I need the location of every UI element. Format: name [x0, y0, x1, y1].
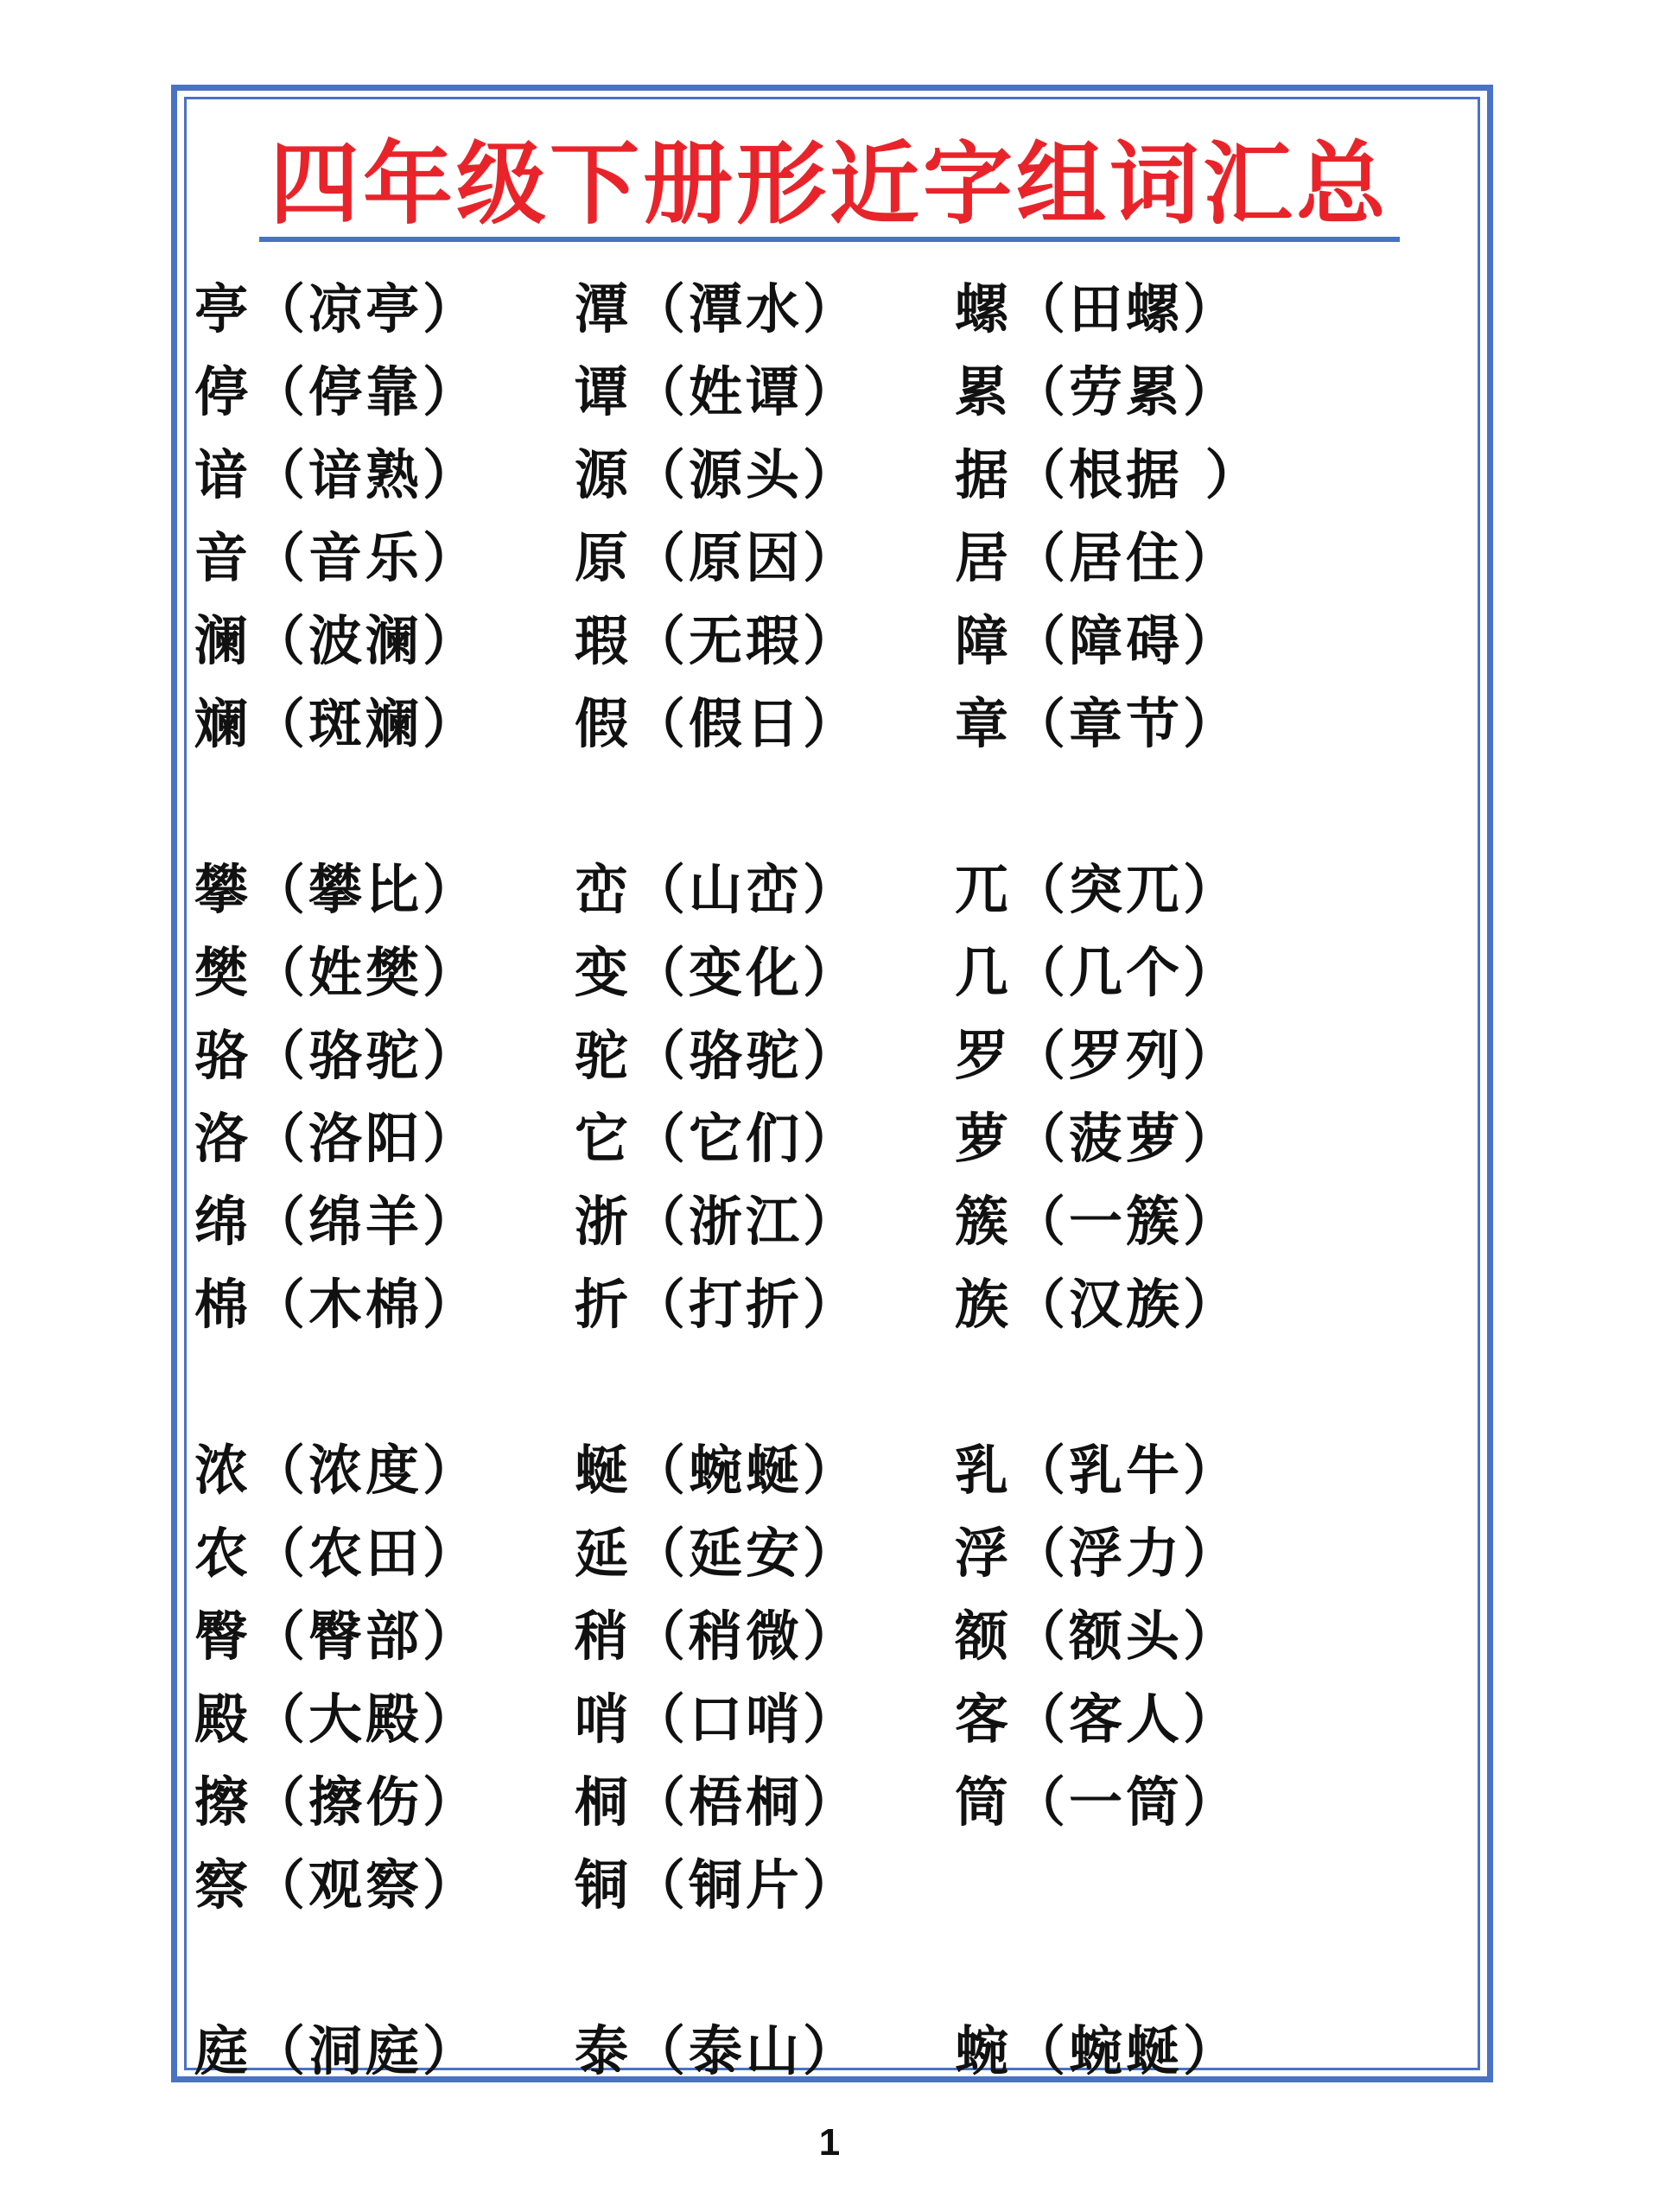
word-entry: 铜（铜片） [575, 1853, 861, 1916]
word-row [194, 849, 1465, 931]
word-entry: 哨（口哨） [575, 1688, 861, 1751]
word-entry: 延（延安） [575, 1522, 861, 1585]
word-entry: 驼（骆驼） [575, 1024, 861, 1087]
word-entry: 蜒（蜿蜒） [575, 1439, 861, 1502]
word-row [194, 1429, 1465, 1512]
word-entry: 擦（擦伤） [194, 1770, 480, 1834]
word-entry: 筒（一筒） [955, 1770, 1241, 1834]
word-entry: 萝（菠萝） [955, 1107, 1241, 1170]
word-entry: 螺（田螺） [955, 277, 1241, 340]
word-row [194, 351, 1465, 434]
word-entry: 臀（臀部） [194, 1605, 480, 1668]
word-entry: 客（客人） [955, 1688, 1241, 1751]
word-entry: 峦（山峦） [575, 858, 861, 921]
word-entry: 洛（洛阳） [194, 1107, 480, 1170]
word-table [194, 268, 1465, 2093]
word-row [194, 1844, 1465, 1927]
word-entry: 浮（浮力） [955, 1522, 1241, 1585]
word-entry: 折（打折） [575, 1273, 861, 1336]
word-entry: 簇（一簇） [955, 1190, 1241, 1253]
word-entry: 骆（骆驼） [194, 1024, 480, 1087]
word-entry: 变（变化） [575, 941, 861, 1004]
word-entry: 源（源头） [575, 443, 861, 506]
word-entry: 斓（斑斓） [194, 692, 480, 755]
word-row [194, 1595, 1465, 1678]
word-entry: 浓（浓度） [194, 1439, 480, 1502]
word-entry: 绵（绵羊） [194, 1190, 480, 1253]
word-entry: 额（额头） [955, 1605, 1241, 1668]
word-entry: 障（障碍） [955, 609, 1241, 672]
word-entry: 樊（姓樊） [194, 941, 480, 1004]
word-entry: 几（几个） [955, 941, 1241, 1004]
word-row [194, 1097, 1465, 1180]
word-row [194, 1014, 1465, 1097]
word-row [194, 1678, 1465, 1761]
word-entry: 停（停靠） [194, 360, 480, 423]
word-entry: 澜（波澜） [194, 609, 480, 672]
word-entry: 假（假日） [575, 692, 861, 755]
word-entry: 章（章节） [955, 692, 1241, 755]
word-entry: 亭（凉亭） [194, 277, 480, 340]
word-entry: 据（根据 ） [955, 443, 1262, 506]
word-entry: 察（观察） [194, 1853, 480, 1916]
group-spacer [194, 1346, 1465, 1429]
title-underline [259, 237, 1400, 242]
word-row [194, 434, 1465, 517]
word-row [194, 1761, 1465, 1844]
word-entry: 族（汉族） [955, 1273, 1241, 1336]
word-entry: 居（居住） [955, 526, 1241, 589]
word-entry: 兀（突兀） [955, 858, 1241, 921]
word-entry: 棉（木棉） [194, 1273, 480, 1336]
group-spacer [194, 766, 1465, 849]
word-entry: 桐（梧桐） [575, 1770, 861, 1834]
word-row [194, 517, 1465, 600]
word-row [194, 2010, 1465, 2093]
word-entry: 原（原因） [575, 526, 861, 589]
word-entry: 累（劳累） [955, 360, 1241, 423]
word-row [194, 1263, 1465, 1346]
word-row [194, 683, 1465, 766]
page-title: 四年级下册形近字组词汇总 [269, 131, 1389, 237]
word-entry: 攀（攀比） [194, 858, 480, 921]
word-entry: 浙（浙江） [575, 1190, 861, 1253]
group-spacer [194, 1927, 1465, 2010]
word-row [194, 268, 1465, 351]
word-entry: 它（它们） [575, 1107, 861, 1170]
word-entry: 稍（稍微） [575, 1605, 861, 1668]
word-entry: 农（农田） [194, 1522, 480, 1585]
word-entry: 谙（谙熟） [194, 443, 480, 506]
word-entry: 罗（罗列） [955, 1024, 1241, 1087]
word-entry: 潭（潭水） [575, 277, 861, 340]
word-entry: 音（音乐） [194, 526, 480, 589]
word-entry: 殿（大殿） [194, 1688, 480, 1751]
word-row [194, 1180, 1465, 1263]
page-number: 1 [818, 2121, 841, 2164]
word-entry: 谭（姓谭） [575, 360, 861, 423]
word-row [194, 1512, 1465, 1595]
word-entry: 蜿（蜿蜒） [955, 2019, 1241, 2082]
word-entry: 乳（乳牛） [955, 1439, 1241, 1502]
word-entry: 瑕（无瑕） [575, 609, 861, 672]
word-row [194, 931, 1465, 1014]
word-entry: 泰（泰山） [575, 2019, 861, 2082]
word-entry: 庭（洞庭） [194, 2019, 480, 2082]
word-row [194, 600, 1465, 683]
